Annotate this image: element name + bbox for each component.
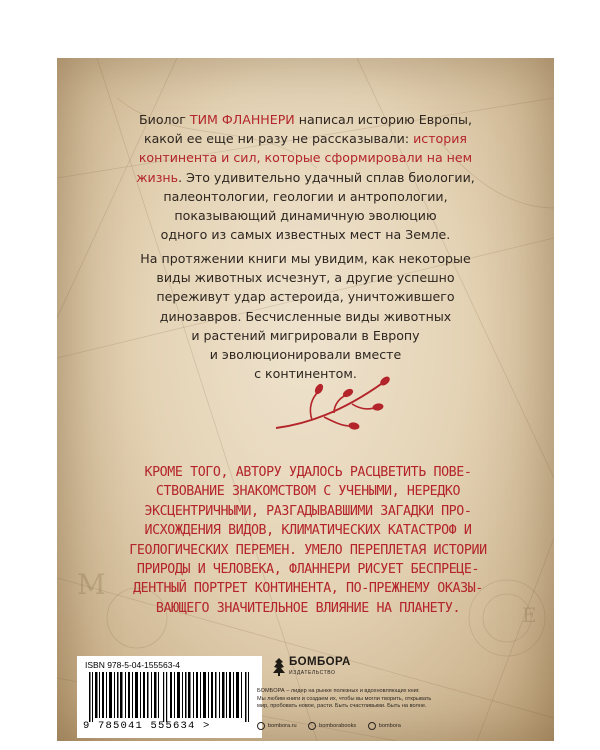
text-line: и эволюционировали вместе	[209, 347, 402, 363]
text-fragment: написал историю Европы,	[294, 112, 472, 127]
text-line: переживут удар астероида, уничтожившего	[156, 289, 455, 305]
text-line: СТВОВАНИЕ ЗНАКОМСТВОМ С УЧЕНЫМИ, НЕРЕДКО	[155, 484, 461, 500]
social-label: bombora.ru	[268, 723, 297, 729]
text-line: ДЕНТНЫЙ ПОРТРЕТ КОНТИНЕНТА, ПО-ПРЕЖНЕМУ ОКАЗЫ-	[133, 581, 483, 597]
text-line: ПРИРОДЫ И ЧЕЛОВЕКА, ФЛАННЕРИ РИСУЕТ БЕСПРЕЦЕ-	[136, 562, 480, 578]
publisher-name: БОМБОРА	[289, 656, 351, 668]
publisher-description	[257, 688, 497, 711]
text-fragment: какой ее еще ни разу не рассказывали:	[143, 131, 414, 147]
bombora-logo-icon	[273, 658, 285, 676]
text-line: ГЕОЛОГИЧЕСКИХ ПЕРЕМЕН. УМЕЛО ПЕРЕПЛЕТАЯ ИСТОРИИ	[129, 542, 487, 558]
text-line: ИСХОЖДЕНИЯ ВИДОВ, КЛИМАТИЧЕСКИХ КАТАСТРОФ И	[144, 523, 472, 539]
instagram-icon	[368, 722, 376, 730]
text-line: показывающий динамичную эволюцию	[174, 208, 437, 224]
isbn-number: ISBN 978-5-04-155563-4	[85, 660, 180, 670]
map-letter-e: E	[522, 603, 537, 627]
author-name: ТИМ ФЛАННЕРИ	[189, 112, 295, 127]
description-paragraph-3	[103, 463, 513, 618]
isbn-barcode	[77, 656, 262, 738]
social-link-instagram[interactable]	[368, 722, 401, 730]
text-line: КРОМЕ ТОГО, АВТОРУ УДАЛОСЬ РАСЦВЕТИТЬ ПОВЕ-	[144, 465, 472, 480]
text-line: с континентом.	[254, 366, 357, 382]
text-line: виды животных исчезнут, а другие успешно	[156, 270, 455, 286]
ean-digits: 9 785041 555634 >	[83, 720, 211, 732]
text-line: ЭКСЦЕНТРИЧНЫМИ, РАЗГАДЫВАВШИМИ ЗАГАДКИ ПРО-	[144, 503, 472, 519]
social-link-vk[interactable]	[308, 722, 356, 730]
social-label: bombora	[378, 723, 401, 729]
map-letter-m: M	[77, 568, 106, 601]
text-line: одного из самых известных мест на Земле.	[160, 227, 451, 243]
vk-icon	[308, 722, 316, 730]
social-label: bomborabooks	[319, 723, 357, 729]
text-line: динозавров. Бесчисленные виды животных	[159, 308, 452, 324]
social-link-website[interactable]	[257, 722, 297, 730]
text-line: На протяжении книги мы увидим, как некоторые	[140, 251, 471, 266]
text-line: и растений мигрировали в Европу	[191, 327, 420, 343]
text-line: палеонтологии, геологии и антропологии,	[163, 188, 448, 204]
text-line: Мы любим книги и создаем их, чтобы вы могли творить, открывать	[257, 695, 432, 702]
text-fragment: Биолог	[139, 112, 190, 127]
barcode-bars	[87, 672, 252, 722]
text-fragment: . Это удивительно удачный сплав биологии,	[178, 169, 475, 185]
description-paragraph-2	[57, 249, 554, 383]
publisher-subtitle: ИЗДАТЕЛЬСТВО	[289, 670, 336, 676]
web-icon	[257, 722, 265, 730]
highlight-text: континента и сил, которые сформировали на нем	[138, 150, 473, 166]
leaf-sprig-icon	[272, 376, 392, 436]
publisher-social-links	[257, 722, 517, 732]
text-line: БОМБОРА – лидер на рынке полезных и вдохновляющих книг.	[257, 688, 420, 694]
book-back-cover	[57, 58, 554, 741]
description-paragraph-1	[57, 110, 554, 244]
highlight-text: жизнь	[136, 169, 179, 185]
text-line: ВАЮЩЕГО ЗНАЧИТЕЛЬНОЕ ВЛИЯНИЕ НА ПЛАНЕТУ.	[155, 600, 461, 616]
text-line: мир, пробовать новое, расти. Быть счастливыми. Быть на волне.	[257, 703, 427, 710]
highlight-text: история	[413, 131, 467, 147]
